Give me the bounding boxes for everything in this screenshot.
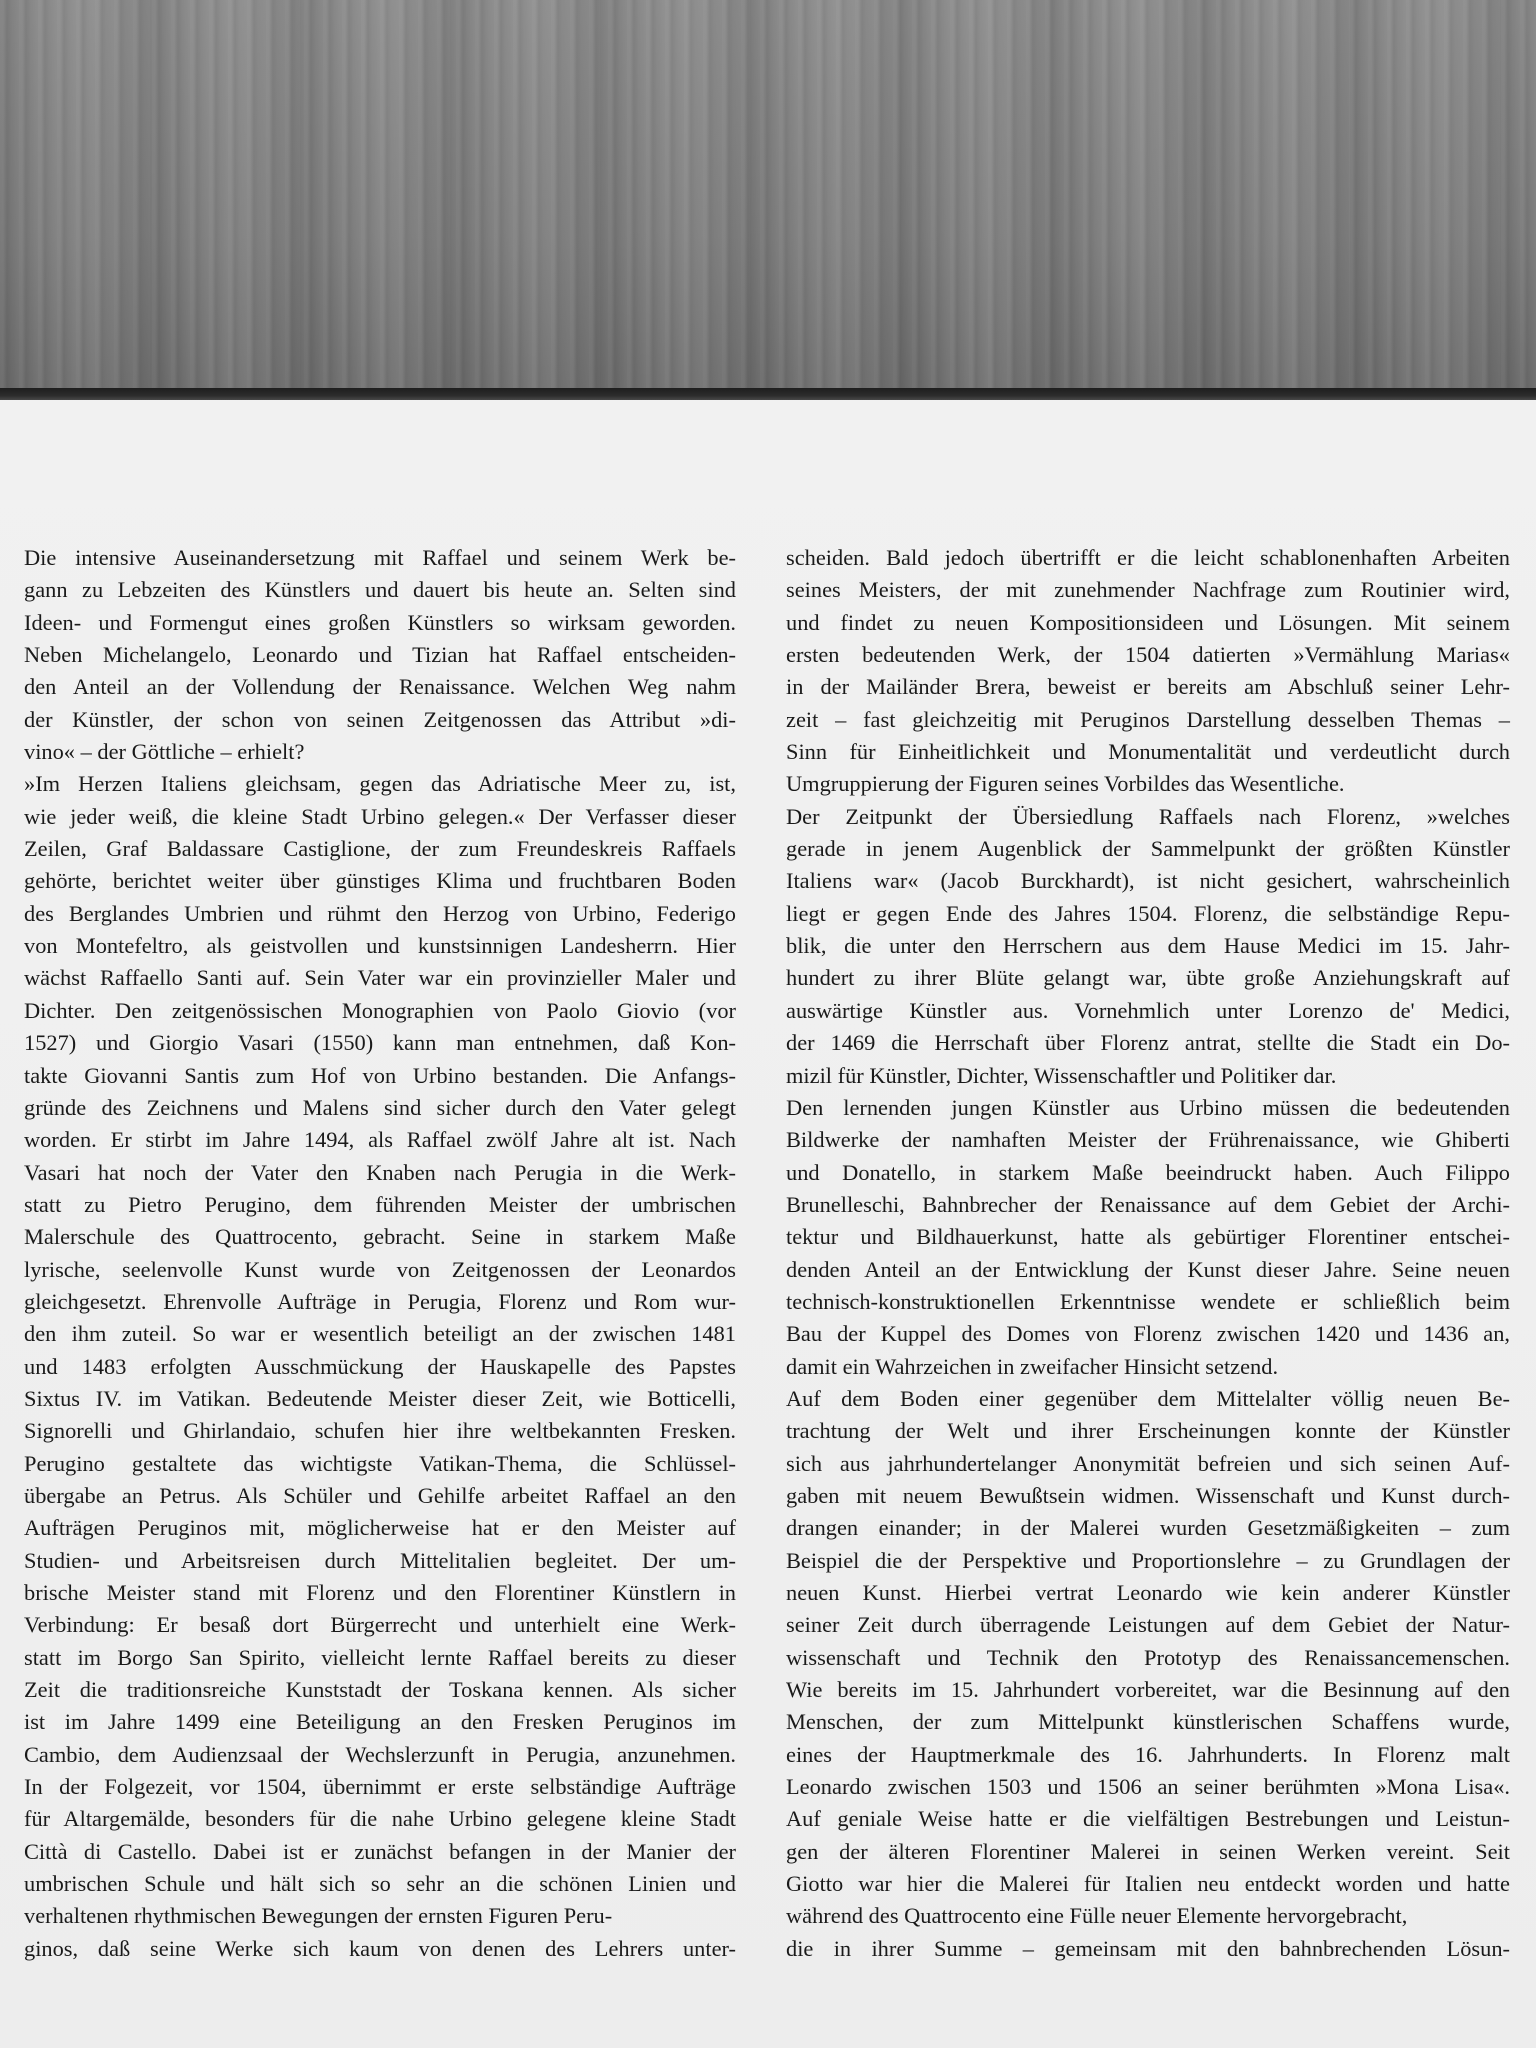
text-line: den ihm zuteil. So war er wesentlich beteiligt an der zwischen 1481 (24, 1321, 736, 1347)
text-line: Signorelli und Ghirlandaio, schufen hier ihre weltbekannten Fresken. (24, 1418, 736, 1444)
text-line: Brunelleschi, Bahnbrecher der Renaissance auf dem Gebiet der Archi- (786, 1191, 1510, 1217)
text-line: der 1469 die Herrschaft über Florenz antrat, stellte die Stadt ein Do- (786, 1030, 1510, 1056)
text-line: 1527) und Giorgio Vasari (1550) kann man entnehmen, daß Kon- (24, 1030, 736, 1056)
text-line: von Montefeltro, als geistvollen und kunstsinnigen Landesherrn. Hier (24, 933, 736, 959)
text-line: Città di Castello. Dabei ist er zunächst befangen in der Manier der (24, 1838, 736, 1864)
text-line: Zeit die traditionsreiche Kunststadt der Toskana kennen. Als sicher (24, 1677, 736, 1703)
text-line: Cambio, dem Audienzsaal der Wechslerzunft in Perugia, anzunehmen. (24, 1741, 736, 1767)
text-line: liegt er gegen Ende des Jahres 1504. Florenz, die selbständige Repu- (786, 900, 1510, 926)
text-line: Zeilen, Graf Baldassare Castiglione, der zum Freundeskreis Raffaels (24, 836, 736, 862)
text-line: Wie bereits im 15. Jahrhundert vorbereitet, war die Besinnung auf den (786, 1677, 1510, 1703)
text-line: hundert zu ihrer Blüte gelangt war, übte große Anziehungskraft auf (786, 965, 1510, 991)
text-line: technisch-konstruktionellen Erkenntnisse wendete er schließlich beim (786, 1288, 1510, 1314)
text-line: Malerschule des Quattrocento, gebracht. Seine in starkem Maße (24, 1224, 736, 1250)
text-line: und Donatello, in starkem Maße beeindruckt haben. Auch Filippo (786, 1159, 1510, 1185)
text-line: denden Anteil an der Entwicklung der Kunst dieser Jahre. Seine neuen (786, 1256, 1510, 1282)
text-line: neuen Kunst. Hierbei vertrat Leonardo wie kein anderer Künstler (786, 1580, 1510, 1605)
text-line: gaben mit neuem Bewußtsein widmen. Wissenschaft und Kunst durch- (786, 1482, 1510, 1508)
text-line: während des Quattrocento eine Fülle neuer Elemente hervorgebracht, (786, 1903, 1408, 1929)
text-line: Leonardo zwischen 1503 und 1506 an seiner berühmten »Mona Lisa«. (786, 1774, 1510, 1800)
text-line: Verbindung: Er besaß dort Bürgerrecht und unterhielt eine Werk- (24, 1612, 736, 1638)
text-line: ersten bedeutenden Werk, der 1504 datierten »Vermählung Marias« (786, 642, 1510, 668)
text-line: vino« – der Göttliche – erhielt? (24, 739, 305, 765)
text-line: damit ein Wahrzeichen in zweifacher Hinsicht setzend. (786, 1353, 1279, 1379)
text-line: Italiens war« (Jacob Burckhardt), ist nicht gesichert, wahrscheinlich (786, 868, 1510, 894)
text-line: »Im Herzen Italiens gleichsam, gegen das Adriatische Meer zu, ist, (24, 771, 736, 797)
text-line: umbrischen Schule und hält sich so sehr an die schönen Linien und (24, 1871, 736, 1897)
text-line: gerade in jenem Augenblick der Sammelpunkt der größten Künstler (786, 836, 1510, 862)
text-line: Sinn für Einheitlichkeit und Monumentalität und verdeutlicht durch (786, 739, 1510, 765)
text-line: trachtung der Welt und ihrer Erscheinungen konnte der Künstler (786, 1418, 1510, 1444)
text-line: verhaltenen rhythmischen Bewegungen der ernsten Figuren Peru- (24, 1903, 613, 1929)
text-line: auswärtige Künstler aus. Vornehmlich unter Lorenzo de' Medici, (786, 997, 1510, 1023)
text-line: drangen einander; in der Malerei wurden Gesetzmäßigkeiten – zum (786, 1515, 1510, 1541)
text-line: Auf geniale Weise hatte er die vielfältigen Bestrebungen und Leistun- (786, 1806, 1510, 1832)
text-line: des Berglandes Umbrien und rühmt den Herzog von Urbino, Federigo (24, 900, 736, 926)
text-line: die in ihrer Summe – gemeinsam mit den bahnbrechenden Lösun- (786, 1935, 1510, 1961)
text-line: gann zu Lebzeiten des Künstlers und dauert bis heute an. Selten sind (24, 577, 736, 603)
text-line: Giotto war hier die Malerei für Italien neu entdeckt worden und hatte (786, 1871, 1510, 1897)
text-line: in der Mailänder Brera, beweist er bereits am Abschluß seiner Lehr- (786, 674, 1510, 700)
wooden-table-background (0, 0, 1536, 392)
text-line: Sixtus IV. im Vatikan. Bedeutende Meister dieser Zeit, wie Botticelli, (24, 1385, 736, 1411)
text-line: statt im Borgo San Spirito, vielleicht lernte Raffael bereits zu dieser (24, 1644, 736, 1670)
text-line: sich aus jahrhundertelanger Anonymität befreien und sich seinen Auf- (786, 1450, 1510, 1476)
text-line: gleichgesetzt. Ehrenvolle Aufträge in Perugia, Florenz und Rom wur- (24, 1288, 736, 1314)
text-line: Bildwerke der namhaften Meister der Frührenaissance, wie Ghiberti (786, 1127, 1510, 1153)
text-line: wächst Raffaello Santi auf. Sein Vater war ein provinzieller Maler und (24, 965, 736, 991)
text-line: wissenschaft und Technik den Prototyp des Renaissancemenschen. (786, 1644, 1510, 1670)
book-page (0, 400, 1536, 2048)
text-line: worden. Er stirbt im Jahre 1494, als Raffael zwölf Jahre alt ist. Nach (24, 1127, 736, 1153)
text-line: scheiden. Bald jedoch übertrifft er die leicht schablonenhaften Arbeiten (786, 545, 1510, 570)
text-line: lyrische, seelenvolle Kunst wurde von Zeitgenossen der Leonardos (24, 1256, 736, 1282)
text-line: Umgruppierung der Figuren seines Vorbildes das Wesentliche. (786, 771, 1345, 797)
left-text-column (24, 542, 736, 1965)
text-line: Die intensive Auseinandersetzung mit Raffael und seinem Werk be- (24, 545, 736, 570)
text-line: gehörte, berichtet weiter über günstiges Klima und fruchtbaren Boden (24, 868, 736, 894)
text-line: blik, die unter den Herrschern aus dem Hause Medici im 15. Jahr- (786, 933, 1510, 959)
text-line: In der Folgezeit, vor 1504, übernimmt er erste selbständige Aufträge (24, 1774, 736, 1800)
text-line: der Künstler, der schon von seinen Zeitgenossen das Attribut »di- (24, 706, 736, 732)
text-line: Ideen- und Formengut eines großen Künstlers so wirksam geworden. (24, 609, 736, 635)
text-line: und findet zu neuen Kompositionsideen und Lösungen. Mit seinem (786, 609, 1510, 635)
text-line: Auf dem Boden einer gegenüber dem Mittelalter völlig neuen Be- (786, 1385, 1510, 1411)
text-line: übergabe an Petrus. Als Schüler und Gehilfe arbeitet Raffael an den (24, 1482, 736, 1508)
text-line: brische Meister stand mit Florenz und den Florentiner Künstlern in (24, 1580, 736, 1605)
text-line: Vasari hat noch der Vater den Knaben nach Perugia in die Werk- (24, 1159, 736, 1185)
text-line: Studien- und Arbeitsreisen durch Mittelitalien begleitet. Der um- (24, 1547, 736, 1573)
text-line: ist im Jahre 1499 eine Beteiligung an den Fresken Peruginos im (24, 1709, 736, 1735)
text-line: und 1483 erfolgten Ausschmückung der Hauskapelle des Papstes (24, 1353, 736, 1379)
text-line: zeit – fast gleichzeitig mit Peruginos Darstellung desselben Themas – (786, 706, 1510, 732)
text-line: für Altargemälde, besonders für die nahe Urbino gelegene kleine Stadt (24, 1806, 736, 1832)
text-line: Beispiel die der Perspektive und Proportionslehre – zu Grundlagen der (786, 1547, 1510, 1573)
text-line: Neben Michelangelo, Leonardo und Tizian hat Raffael entscheiden- (24, 642, 736, 668)
text-line: Perugino gestaltete das wichtigste Vatikan-Thema, die Schlüssel- (24, 1450, 736, 1476)
text-line: Dichter. Den zeitgenössischen Monographien von Paolo Giovio (vor (24, 997, 736, 1023)
right-text-column (786, 542, 1510, 1965)
text-line: takte Giovanni Santis zum Hof von Urbino bestanden. Die Anfangs- (24, 1062, 736, 1088)
text-line: ginos, daß seine Werke sich kaum von denen des Lehrers unter- (24, 1935, 736, 1961)
text-line: seines Meisters, der mit zunehmender Nachfrage zum Routinier wird, (786, 577, 1510, 603)
text-line: Der Zeitpunkt der Übersiedlung Raffaels nach Florenz, »welches (786, 803, 1510, 829)
text-line: wie jeder weiß, die kleine Stadt Urbino gelegen.« Der Verfasser dieser (24, 803, 736, 829)
text-line: eines der Hauptmerkmale des 16. Jahrhunderts. In Florenz malt (786, 1741, 1510, 1767)
text-line: mizil für Künstler, Dichter, Wissenschaftler und Politiker dar. (786, 1062, 1337, 1088)
text-line: tektur und Bildhauerkunst, hatte als gebürtiger Florentiner entschei- (786, 1224, 1510, 1250)
text-line: Aufträgen Peruginos mit, möglicherweise hat er den Meister auf (24, 1515, 736, 1541)
text-line: Bau der Kuppel des Domes von Florenz zwischen 1420 und 1436 an, (786, 1321, 1510, 1347)
text-line: gen der älteren Florentiner Malerei in seinen Werken vereint. Seit (786, 1838, 1510, 1864)
text-line: den Anteil an der Vollendung der Renaissance. Welchen Weg nahm (24, 674, 736, 700)
text-line: statt zu Pietro Perugino, dem führenden Meister der umbrischen (24, 1191, 736, 1217)
text-line: gründe des Zeichnens und Malens sind sicher durch den Vater gelegt (24, 1094, 736, 1120)
text-line: seiner Zeit durch überragende Leistungen auf dem Gebiet der Natur- (786, 1612, 1510, 1638)
text-line: Den lernenden jungen Künstler aus Urbino müssen die bedeutenden (786, 1094, 1510, 1120)
text-line: Menschen, der zum Mittelpunkt künstlerischen Schaffens wurde, (786, 1709, 1510, 1735)
